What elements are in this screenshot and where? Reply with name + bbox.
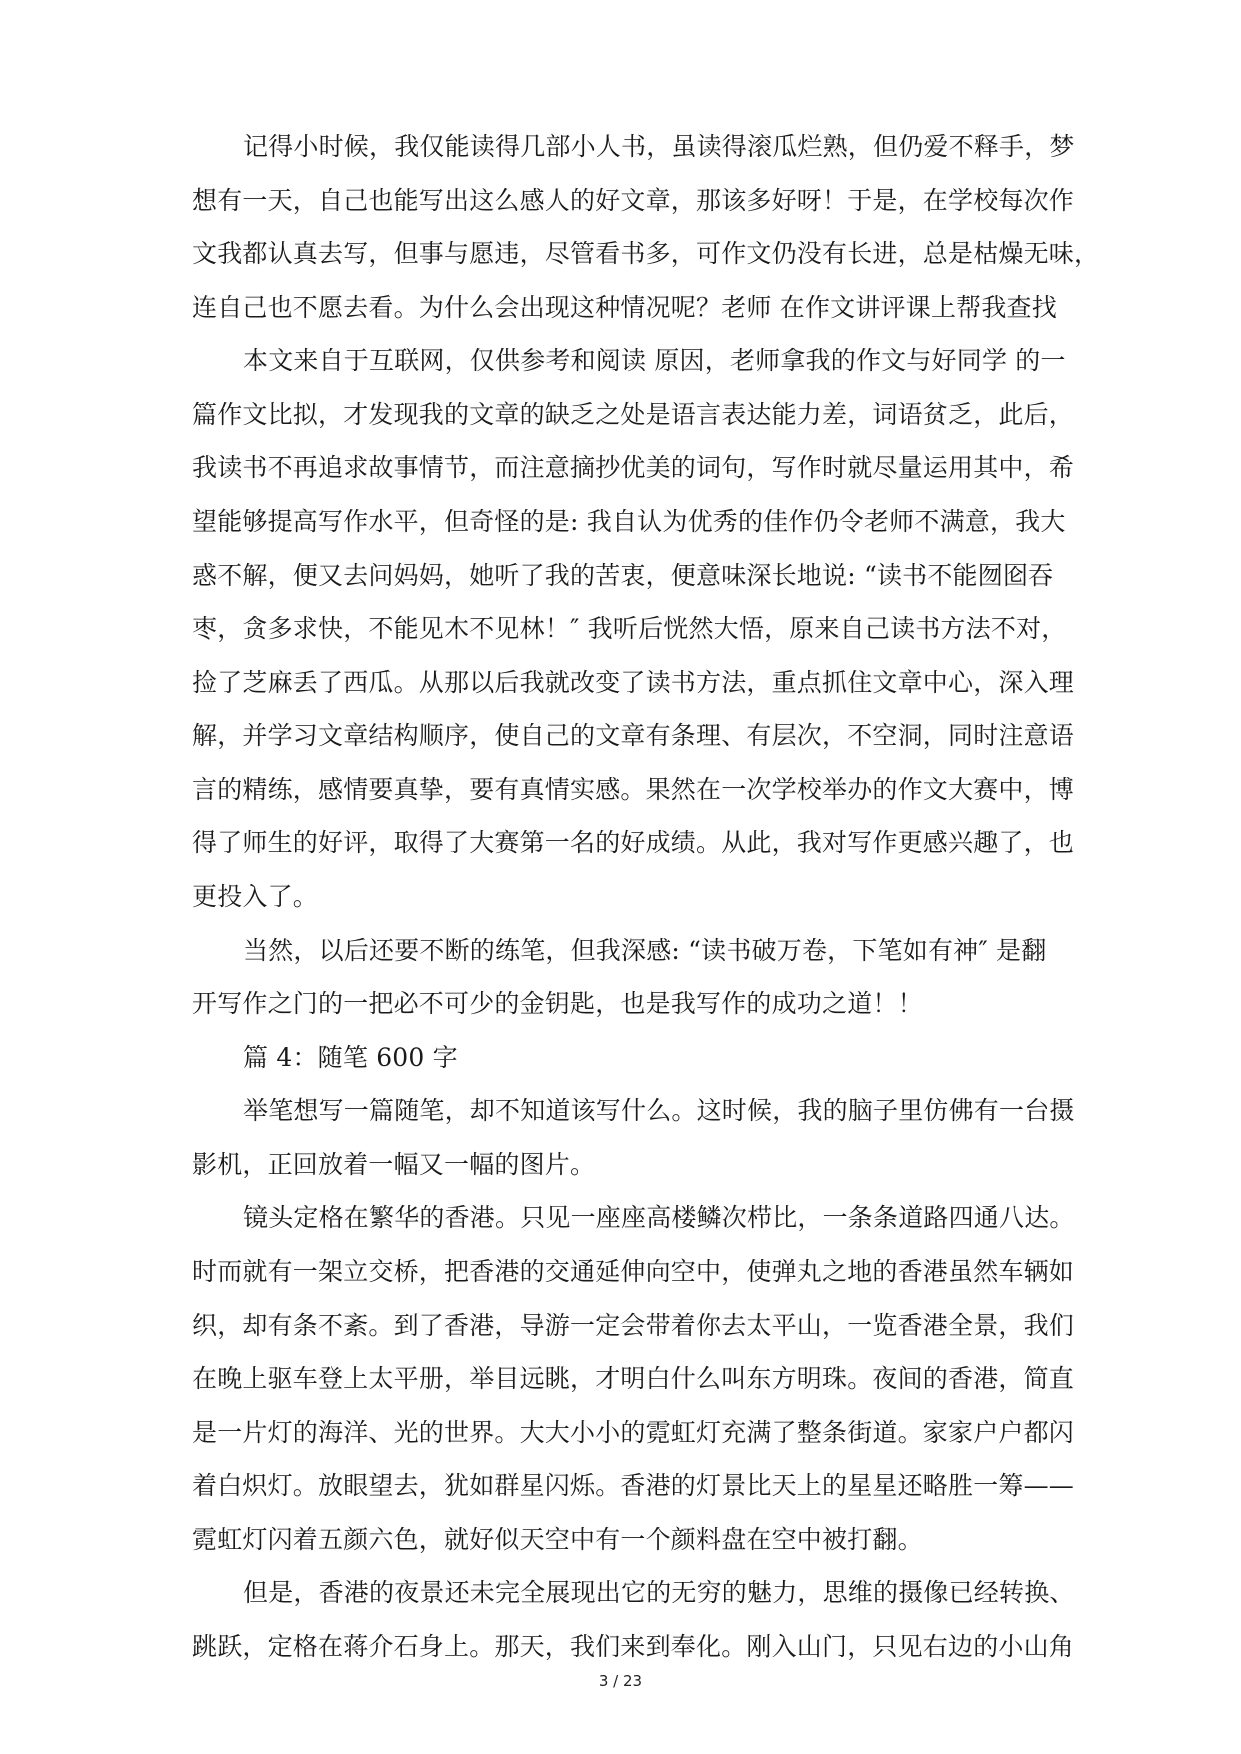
text-line: 织，却有条不紊。到了香港，导游一定会带着你去太平山，一览香港全景，我们: [192, 1311, 1075, 1340]
text-line: 镜头定格在繁华的香港。只见一座座高楼鳞次栉比，一条条道路四通八达。: [243, 1203, 1075, 1232]
text-line: 本文来自于互联网，仅供参考和阅读 原因，老师拿我的作文与好同学 的一: [243, 346, 1066, 375]
text-line: 连自己也不愿去看。为什么会出现这种情况呢？老师 在作文讲评课上帮我查找: [192, 293, 1057, 322]
text-line: 着白炽灯。放眼望去，犹如群星闪烁。香港的灯景比天上的星星还略胜一筹——: [192, 1471, 1075, 1500]
page-number: 3 / 23: [598, 1672, 643, 1690]
text-line: 言的精练，感情要真挚，要有真情实感。果然在一次学校举办的作文大赛中，博: [192, 775, 1075, 804]
text-line: 跳跃，定格在蒋介石身上。那天，我们来到奉化。刚入山门，只见右边的小山角: [192, 1632, 1075, 1661]
text-line: 解，并学习文章结构顺序，使自己的文章有条理、有层次，不空洞，同时注意语: [192, 721, 1075, 750]
text-line: 当然，以后还要不断的练笔，但我深感: “读书破万卷，下笔如有神″ 是翻: [243, 936, 1047, 965]
text-line: 开写作之门的一把必不可少的金钥匙，也是我写作的成功之道！！: [192, 989, 923, 1018]
text-line: 得了师生的好评，取得了大赛第一名的好成绩。从此，我对写作更感兴趣了，也: [192, 828, 1075, 857]
text-line: 想有一天，自己也能写出这么感人的好文章，那该多好呀！于是，在学校每次作: [192, 186, 1075, 215]
text-line: 影机，正回放着一幅又一幅的图片。: [192, 1150, 596, 1179]
text-line: 望能够提高写作水平，但奇怪的是: 我自认为优秀的佳作仍令老师不满意，我大: [192, 507, 1066, 536]
text-line: 我读书不再追求故事情节，而注意摘抄优美的词句，写作时就尽量运用其中，希: [192, 453, 1075, 482]
text-line: 时而就有一架立交桥，把香港的交通延伸向空中，使弹丸之地的香港虽然车辆如: [192, 1257, 1075, 1286]
text-line: 惑不解，便又去问妈妈，她听了我的苦衷，便意味深长地说: “读书不能囫囵吞: [192, 561, 1054, 590]
text-line: 篇作文比拟，才发现我的文章的缺乏之处是语言表达能力差，词语贫乏，此后，: [192, 400, 1075, 429]
text-line: 霓虹灯闪着五颜六色，就好似天空中有一个颜料盘在空中被打翻。: [192, 1525, 923, 1554]
text-line: 在晚上驱车登上太平册，举目远眺，才明白什么叫东方明珠。夜间的香港，简直: [192, 1364, 1075, 1393]
section-heading: 篇 4：随笔 600 字: [243, 1043, 458, 1072]
text-line: 是一片灯的海洋、光的世界。大大小小的霓虹灯充满了整条街道。家家户户都闪: [192, 1418, 1075, 1447]
text-line: 枣，贪多求快，不能见木不见林！″ 我听后恍然大悟，原来自己读书方法不对，: [192, 614, 1067, 643]
text-line: 举笔想写一篇随笔，却不知道该写什么。这时候，我的脑子里仿佛有一台摄: [243, 1096, 1075, 1125]
text-line: 捡了芝麻丢了西瓜。从那以后我就改变了读书方法，重点抓住文章中心，深入理: [192, 668, 1075, 697]
text-line: 文我都认真去写，但事与愿违，尽管看书多，可作文仍没有长进，总是枯燥无味，: [192, 239, 1100, 268]
text-line: 记得小时候，我仅能读得几部小人书，虽读得滚瓜烂熟，但仍爱不释手，梦: [243, 132, 1075, 161]
text-line: 更投入了。: [192, 882, 319, 911]
text-line: 但是，香港的夜景还未完全展现出它的无穷的魅力，思维的摄像已经转换、: [243, 1578, 1075, 1607]
